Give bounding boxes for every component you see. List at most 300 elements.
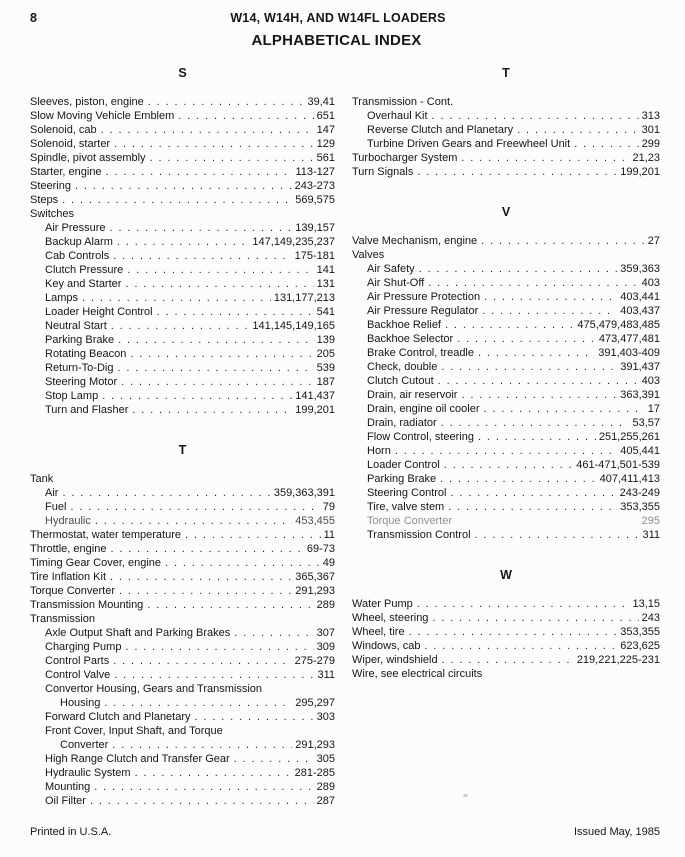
entry-pages: 141,437 bbox=[295, 390, 335, 402]
entry-pages: 243 bbox=[641, 612, 660, 624]
entry-label: Wheel, tire bbox=[352, 626, 405, 638]
index-entry bbox=[352, 500, 660, 514]
entry-label: Fuel bbox=[45, 501, 67, 513]
entry-pages: 199,201 bbox=[295, 404, 335, 416]
index-entry bbox=[30, 794, 335, 808]
entry-label: Converter bbox=[60, 739, 109, 751]
index-entry bbox=[352, 360, 660, 374]
entry-pages: 353,355 bbox=[620, 626, 660, 638]
page-header bbox=[30, 11, 660, 27]
entry-label: Convertor Housing, Gears and Transmission bbox=[45, 683, 263, 695]
index-entry bbox=[30, 333, 335, 347]
index-columns bbox=[30, 58, 660, 808]
entry-label: Loader Height Control bbox=[45, 306, 153, 318]
index-entry bbox=[30, 696, 335, 710]
index-entry bbox=[30, 500, 335, 514]
entry-pages: 291,293 bbox=[295, 739, 335, 751]
dot-leader bbox=[117, 361, 313, 375]
entry-label: Lamps bbox=[45, 292, 79, 304]
entry-pages: 69-73 bbox=[306, 543, 335, 555]
entry-pages: 187 bbox=[316, 376, 335, 388]
index-entry bbox=[352, 109, 660, 123]
entry-label: Water Pump bbox=[352, 598, 413, 610]
footer-printed: Printed in U.S.A. bbox=[30, 826, 112, 838]
entry-label: Air Pressure Protection bbox=[367, 291, 481, 303]
entry-label: Front Cover, Input Shaft, and Torque bbox=[45, 725, 223, 737]
entry-label: Loader Control bbox=[367, 459, 440, 471]
dot-leader bbox=[117, 235, 250, 249]
dot-leader bbox=[95, 514, 292, 528]
index-entry bbox=[352, 388, 660, 402]
entry-pages: 475,479,483,485 bbox=[577, 319, 660, 331]
index-entry bbox=[30, 598, 335, 612]
entry-pages: 13,15 bbox=[632, 598, 660, 610]
index-entry bbox=[30, 780, 335, 794]
index-entry bbox=[30, 542, 335, 556]
entry-label: Return-To-Dig bbox=[45, 362, 114, 374]
section-letter-t: T bbox=[502, 66, 510, 80]
dot-leader bbox=[432, 611, 638, 625]
dot-leader bbox=[484, 402, 645, 416]
entry-pages: 391,437 bbox=[620, 361, 660, 373]
entry-label: Turbine Driven Gears and Freewheel Unit bbox=[367, 138, 571, 150]
dot-leader bbox=[130, 347, 313, 361]
dot-leader bbox=[456, 514, 639, 528]
index-entry bbox=[352, 137, 660, 151]
entry-pages: 139 bbox=[316, 334, 335, 346]
index-entry bbox=[30, 472, 335, 486]
dot-leader bbox=[114, 137, 314, 151]
index-entry bbox=[30, 361, 335, 375]
dot-leader bbox=[440, 472, 597, 486]
dot-leader bbox=[482, 304, 617, 318]
index-entry bbox=[352, 234, 660, 248]
entry-label: Backup Alarm bbox=[45, 236, 113, 248]
entry-pages: 129 bbox=[316, 138, 335, 150]
index-entry bbox=[352, 276, 660, 290]
entry-pages: 243-249 bbox=[619, 487, 660, 499]
entry-label: Wire, see electrical circuits bbox=[352, 668, 483, 680]
dot-leader bbox=[424, 639, 617, 653]
entry-pages: 651 bbox=[316, 110, 335, 122]
page-number: 8 bbox=[30, 11, 37, 25]
entry-label: Forward Clutch and Planetary bbox=[45, 711, 191, 723]
entry-pages: 199,201 bbox=[620, 166, 660, 178]
entry-label: Tire, valve stem bbox=[367, 501, 445, 513]
entry-pages: 353,355 bbox=[620, 501, 660, 513]
index-entry bbox=[30, 752, 335, 766]
index-entry bbox=[30, 640, 335, 654]
entry-pages: 243-273 bbox=[294, 180, 335, 192]
index-entry bbox=[352, 262, 660, 276]
entry-label: Backhoe Relief bbox=[367, 319, 441, 331]
entry-pages: 301 bbox=[641, 124, 660, 136]
dot-leader bbox=[461, 151, 629, 165]
dot-leader bbox=[409, 625, 618, 639]
index-entry bbox=[30, 95, 335, 109]
section-letter-w: W bbox=[500, 568, 512, 582]
dot-leader bbox=[125, 640, 313, 654]
index-entry bbox=[352, 444, 660, 458]
entry-label: Drain, engine oil cooler bbox=[367, 403, 480, 415]
index-entry bbox=[30, 123, 335, 137]
dot-leader bbox=[234, 626, 313, 640]
index-entry bbox=[352, 667, 660, 681]
dot-leader bbox=[110, 570, 292, 584]
entry-label: Tank bbox=[30, 473, 54, 485]
index-entry bbox=[352, 374, 660, 388]
index-entry bbox=[30, 291, 335, 305]
entry-pages: 539 bbox=[316, 362, 335, 374]
index-entry bbox=[30, 654, 335, 668]
entry-label: Windows, cab bbox=[352, 640, 421, 652]
index-entry bbox=[352, 514, 660, 528]
index-entry bbox=[352, 248, 660, 262]
entry-label: Slow Moving Vehicle Emblem bbox=[30, 110, 175, 122]
entry-pages: 299 bbox=[641, 138, 660, 150]
entry-pages: 311 bbox=[642, 529, 660, 541]
entry-label: Air Pressure Regulator bbox=[367, 305, 479, 317]
entry-label: Sleeves, piston, engine bbox=[30, 96, 144, 108]
entry-pages: 305 bbox=[316, 753, 335, 765]
dot-leader bbox=[478, 346, 595, 360]
entry-label: Parking Brake bbox=[367, 473, 437, 485]
dot-leader bbox=[178, 109, 313, 123]
section-letter-s: S bbox=[178, 66, 187, 80]
entry-label: Drain, radiator bbox=[367, 417, 437, 429]
dot-leader bbox=[104, 696, 292, 710]
left-column bbox=[30, 58, 335, 808]
dot-leader bbox=[445, 318, 574, 332]
entry-label: Wiper, windshield bbox=[352, 654, 438, 666]
entry-pages: 113-127 bbox=[295, 166, 335, 178]
dot-leader bbox=[438, 374, 639, 388]
index-entry bbox=[352, 402, 660, 416]
entry-label: Key and Starter bbox=[45, 278, 122, 290]
entry-label: Turn Signals bbox=[352, 166, 414, 178]
entry-label: Throttle, engine bbox=[30, 543, 107, 555]
dot-leader bbox=[517, 123, 639, 137]
entry-pages: 147 bbox=[316, 124, 335, 136]
entry-label: Transmission Control bbox=[367, 529, 471, 541]
dot-leader bbox=[106, 165, 293, 179]
entry-pages: 53,57 bbox=[632, 417, 660, 429]
dot-leader bbox=[90, 794, 314, 808]
footer-issued: Issued May, 1985 bbox=[573, 826, 660, 838]
entry-pages: 303 bbox=[316, 711, 335, 723]
dot-leader bbox=[113, 654, 291, 668]
index-entry bbox=[352, 653, 660, 667]
index-entry bbox=[352, 346, 660, 360]
entry-label: Check, double bbox=[367, 361, 438, 373]
entry-pages: 49 bbox=[322, 557, 335, 569]
index-entry bbox=[30, 179, 335, 193]
index-entry bbox=[352, 611, 660, 625]
dot-leader bbox=[101, 123, 314, 137]
entry-pages: 403 bbox=[641, 375, 660, 387]
entry-pages: 141,145,149,165 bbox=[252, 320, 335, 332]
index-entry bbox=[352, 430, 660, 444]
index-entry bbox=[352, 639, 660, 653]
entry-pages: 21,23 bbox=[632, 152, 660, 164]
entry-pages: 623,625 bbox=[620, 640, 660, 652]
dot-leader bbox=[113, 249, 291, 263]
index-entry bbox=[30, 165, 335, 179]
entry-pages: 309 bbox=[316, 641, 335, 653]
entry-pages: 403,441 bbox=[620, 291, 660, 303]
index-entry bbox=[30, 626, 335, 640]
entry-pages: 295 bbox=[641, 515, 660, 527]
dot-leader bbox=[94, 780, 313, 794]
index-entry bbox=[352, 318, 660, 332]
dot-leader bbox=[444, 458, 573, 472]
dot-leader bbox=[82, 291, 271, 305]
entry-pages: 17 bbox=[647, 403, 660, 415]
entry-label: Clutch Pressure bbox=[45, 264, 124, 276]
entry-label: Transmission bbox=[30, 613, 95, 625]
entry-label: Flow Control, steering bbox=[367, 431, 474, 443]
index-entry bbox=[30, 389, 335, 403]
entry-pages: 11 bbox=[323, 529, 335, 541]
entry-label: Housing bbox=[60, 697, 101, 709]
entry-pages: 407,411,413 bbox=[599, 473, 660, 485]
entry-label: Clutch Cutout bbox=[367, 375, 434, 387]
entry-label: Turbocharger System bbox=[352, 152, 458, 164]
index-entry bbox=[30, 556, 335, 570]
index-entry bbox=[30, 570, 335, 584]
entry-pages: 569,575 bbox=[295, 194, 335, 206]
dot-leader bbox=[127, 263, 313, 277]
entry-label: High Range Clutch and Transfer Gear bbox=[45, 753, 230, 765]
entry-pages: 453,455 bbox=[295, 515, 335, 527]
index-entry bbox=[30, 319, 335, 333]
entry-label: Drain, air reservoir bbox=[367, 389, 458, 401]
index-entry bbox=[30, 263, 335, 277]
index-entry bbox=[30, 682, 335, 696]
dot-leader bbox=[448, 500, 617, 514]
dot-leader bbox=[102, 389, 292, 403]
entry-pages: 27 bbox=[647, 235, 660, 247]
entry-label: Switches bbox=[30, 208, 75, 220]
dot-leader bbox=[114, 668, 314, 682]
entry-label: Air bbox=[45, 487, 59, 499]
entry-label: Air Shut-Off bbox=[367, 277, 425, 289]
index-entry bbox=[352, 528, 660, 542]
entry-pages: 289 bbox=[316, 599, 335, 611]
dot-leader bbox=[478, 430, 596, 444]
dot-leader bbox=[428, 276, 638, 290]
dot-leader bbox=[441, 360, 617, 374]
dot-leader bbox=[62, 486, 270, 500]
entry-label: Thermostat, water temperature bbox=[30, 529, 182, 541]
entry-pages: 39,41 bbox=[307, 96, 335, 108]
entry-label: Mounting bbox=[45, 781, 91, 793]
entry-label: Timing Gear Cover, engine bbox=[30, 557, 162, 569]
dot-leader bbox=[432, 109, 639, 123]
index-entry bbox=[352, 165, 660, 179]
index-entry bbox=[30, 193, 335, 207]
dot-leader bbox=[157, 305, 314, 319]
index-entry bbox=[352, 151, 660, 165]
index-entry bbox=[352, 597, 660, 611]
right-column bbox=[352, 58, 660, 808]
entry-label: Spindle, pivot assembly bbox=[30, 152, 146, 164]
entry-label: Transmission Mounting bbox=[30, 599, 144, 611]
index-entry bbox=[30, 766, 335, 780]
running-title: W14, W14H, AND W14FL LOADERS bbox=[230, 11, 446, 25]
entry-label: Valve Mechanism, engine bbox=[352, 235, 478, 247]
entry-label: Cab Controls bbox=[45, 250, 110, 262]
entry-label: Overhaul Kit bbox=[367, 110, 428, 122]
index-entry bbox=[30, 612, 335, 626]
entry-label: Starter, engine bbox=[30, 166, 102, 178]
entry-pages: 287 bbox=[316, 795, 335, 807]
dot-leader bbox=[125, 277, 313, 291]
index-entry bbox=[30, 137, 335, 151]
dot-leader bbox=[147, 598, 313, 612]
page-footer bbox=[30, 826, 660, 838]
entry-pages: 219,221,225-231 bbox=[576, 654, 660, 666]
entry-label: Valves bbox=[352, 249, 385, 261]
dot-leader bbox=[148, 95, 305, 109]
dot-leader bbox=[484, 290, 617, 304]
index-entry bbox=[30, 403, 335, 417]
entry-label: Neutral Start bbox=[45, 320, 107, 332]
entry-label: Wheel, steering bbox=[352, 612, 429, 624]
index-entry bbox=[30, 347, 335, 361]
entry-label: Torque Converter bbox=[367, 515, 452, 527]
entry-pages: 307 bbox=[316, 627, 335, 639]
index-entry bbox=[30, 305, 335, 319]
dot-leader bbox=[461, 388, 617, 402]
entry-label: Torque Converter bbox=[30, 585, 115, 597]
entry-pages: 205 bbox=[316, 348, 335, 360]
dot-leader bbox=[442, 653, 574, 667]
entry-label: Solenoid, cab bbox=[30, 124, 97, 136]
index-entry bbox=[30, 375, 335, 389]
index-entry bbox=[30, 151, 335, 165]
index-entry bbox=[352, 416, 660, 430]
index-entry bbox=[30, 724, 335, 738]
index-entry bbox=[352, 332, 660, 346]
page-title: ALPHABETICAL INDEX bbox=[251, 32, 422, 49]
entry-pages: 541 bbox=[316, 306, 335, 318]
dot-leader bbox=[70, 500, 319, 514]
dot-leader bbox=[121, 375, 313, 389]
dot-leader bbox=[150, 151, 314, 165]
entry-pages: 359,363,391 bbox=[273, 487, 335, 499]
entry-pages: 405,441 bbox=[620, 445, 660, 457]
entry-pages: 131,177,213 bbox=[273, 292, 335, 304]
entry-label: Horn bbox=[367, 445, 391, 457]
dot-leader bbox=[481, 234, 645, 248]
entry-pages: 131 bbox=[316, 278, 335, 290]
index-entry bbox=[352, 458, 660, 472]
index-entry bbox=[352, 123, 660, 137]
index-entry bbox=[30, 710, 335, 724]
dot-leader bbox=[475, 528, 640, 542]
dot-leader bbox=[457, 332, 596, 346]
index-entry bbox=[30, 668, 335, 682]
dot-leader bbox=[118, 333, 314, 347]
index-entry bbox=[30, 277, 335, 291]
dot-leader bbox=[574, 137, 638, 151]
entry-pages: 141 bbox=[316, 264, 335, 276]
dot-leader bbox=[135, 766, 292, 780]
index-entry bbox=[352, 625, 660, 639]
index-entry bbox=[352, 486, 660, 500]
entry-label: Steps bbox=[30, 194, 59, 206]
entry-label: Stop Lamp bbox=[45, 390, 99, 402]
entry-pages: 461-471,501-539 bbox=[576, 459, 660, 471]
dot-leader bbox=[417, 165, 617, 179]
section-letter-t: T bbox=[178, 443, 187, 457]
entry-pages: 365,367 bbox=[295, 571, 335, 583]
entry-pages: 289 bbox=[316, 781, 335, 793]
dot-leader bbox=[112, 738, 292, 752]
index-entry bbox=[30, 514, 335, 528]
scan-speck bbox=[463, 794, 468, 797]
entry-pages: 403,437 bbox=[620, 305, 660, 317]
entry-label: Parking Brake bbox=[45, 334, 115, 346]
entry-pages: 79 bbox=[322, 501, 335, 513]
entry-label: Transmission - Cont. bbox=[352, 96, 454, 108]
dot-leader bbox=[75, 179, 292, 193]
entry-label: Tire Inflation Kit bbox=[30, 571, 107, 583]
entry-pages: 313 bbox=[641, 110, 660, 122]
dot-leader bbox=[419, 262, 618, 276]
entry-label: Air Safety bbox=[367, 263, 415, 275]
index-entry bbox=[30, 486, 335, 500]
entry-label: Control Parts bbox=[45, 655, 110, 667]
entry-pages: 139,157 bbox=[295, 222, 335, 234]
entry-label: Reverse Clutch and Planetary bbox=[367, 124, 514, 136]
index-entry bbox=[352, 95, 660, 109]
dot-leader bbox=[195, 710, 314, 724]
index-entry bbox=[30, 109, 335, 123]
dot-leader bbox=[110, 542, 303, 556]
dot-leader bbox=[110, 221, 293, 235]
entry-pages: 311 bbox=[317, 669, 335, 681]
entry-label: Solenoid, starter bbox=[30, 138, 111, 150]
entry-pages: 275-279 bbox=[294, 655, 335, 667]
index-entry bbox=[30, 528, 335, 542]
entry-label: Charging Pump bbox=[45, 641, 122, 653]
entry-pages: 281-285 bbox=[294, 767, 335, 779]
dot-leader bbox=[451, 486, 617, 500]
entry-label: Steering Motor bbox=[45, 376, 118, 388]
dot-leader bbox=[417, 597, 630, 611]
entry-pages: 291,293 bbox=[295, 585, 335, 597]
index-entry bbox=[30, 738, 335, 752]
dot-leader bbox=[441, 416, 630, 430]
entry-label: Steering Control bbox=[367, 487, 447, 499]
entry-label: Backhoe Selector bbox=[367, 333, 454, 345]
index-entry bbox=[30, 235, 335, 249]
entry-pages: 251,255,261 bbox=[598, 431, 660, 443]
entry-label: Air Pressure bbox=[45, 222, 106, 234]
index-entry bbox=[352, 290, 660, 304]
entry-pages: 473,477,481 bbox=[598, 333, 660, 345]
entry-pages: 561 bbox=[316, 152, 335, 164]
dot-leader bbox=[185, 528, 321, 542]
entry-label: Steering bbox=[30, 180, 71, 192]
index-entry bbox=[30, 249, 335, 263]
entry-pages: 147,149,235,237 bbox=[252, 236, 335, 248]
index-entry bbox=[352, 304, 660, 318]
entry-label: Axle Output Shaft and Parking Brakes bbox=[45, 627, 231, 639]
section-letter-v: V bbox=[501, 205, 511, 219]
